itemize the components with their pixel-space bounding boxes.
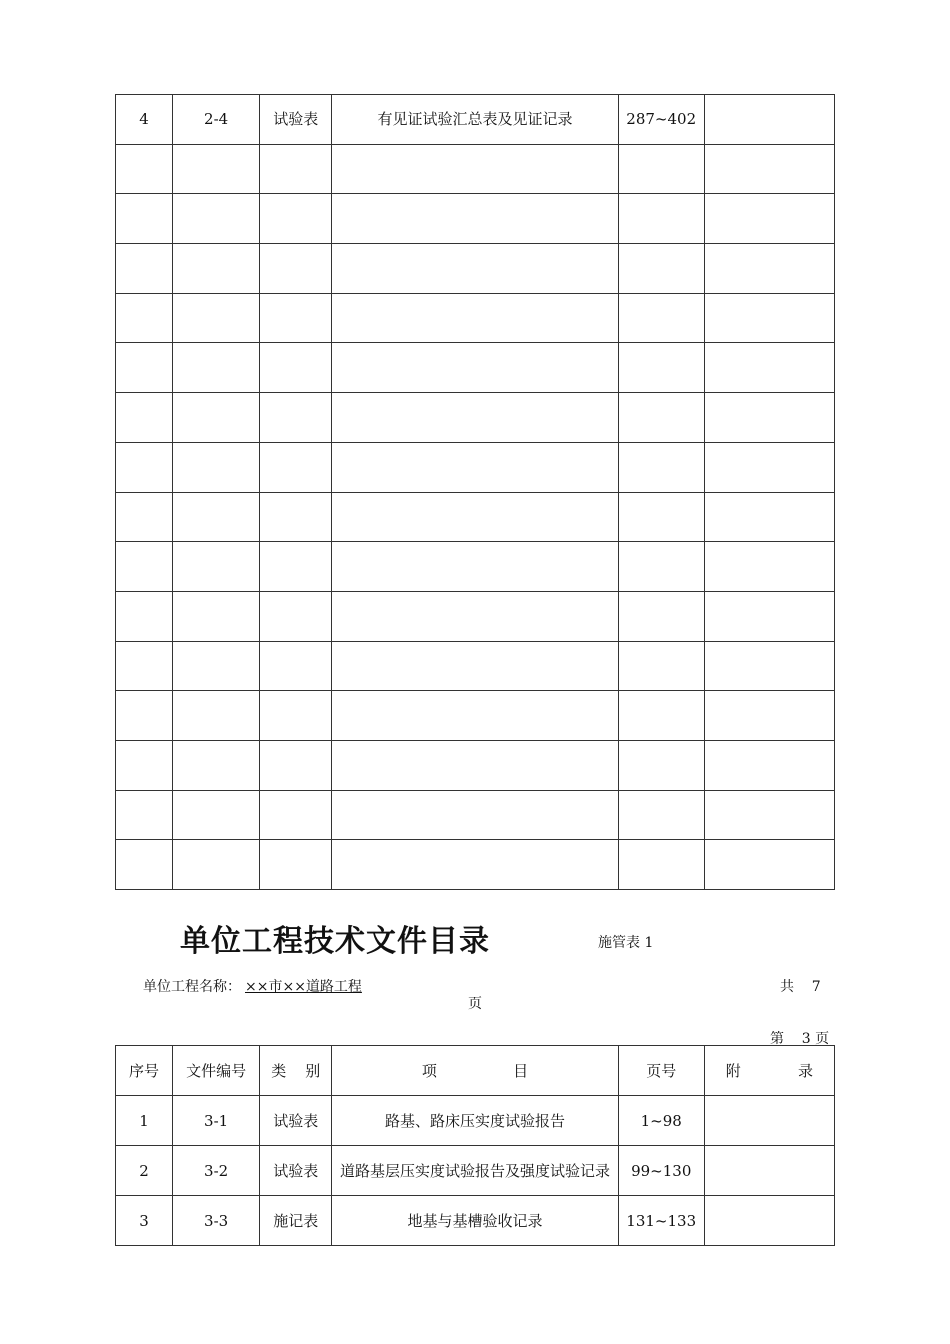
file-no-cell: [173, 244, 260, 294]
seq-cell: [116, 144, 173, 194]
item-cell: [332, 740, 618, 790]
category-cell: [260, 740, 332, 790]
table-row: [116, 293, 835, 343]
file-no-cell: 3-1: [173, 1096, 260, 1146]
item-cell: [332, 591, 618, 641]
item-cell: [332, 293, 618, 343]
category-cell: [260, 343, 332, 393]
seq-cell: [116, 591, 173, 641]
item-cell: [332, 790, 618, 840]
seq-cell: [116, 293, 173, 343]
item-cell: [332, 144, 618, 194]
seq-cell: [116, 641, 173, 691]
table-row: [116, 1096, 835, 1146]
seq-cell: [116, 492, 173, 542]
file-no-cell: [173, 740, 260, 790]
seq-cell: 4: [116, 95, 173, 145]
file-no-cell: [173, 691, 260, 741]
category-cell: [260, 492, 332, 542]
appendix-cell: [704, 740, 834, 790]
category-cell: [260, 790, 332, 840]
appendix-cell: [704, 840, 834, 890]
appendix-cell: [704, 144, 834, 194]
category-cell: [260, 641, 332, 691]
table-row: [116, 95, 835, 145]
seq-cell: [116, 194, 173, 244]
page-cell: 99~130: [618, 1146, 704, 1196]
seq-cell: [116, 691, 173, 741]
header-cell-page: 页号: [618, 1046, 704, 1096]
page-cell: [618, 194, 704, 244]
table-row: [116, 542, 835, 592]
seq-cell: [116, 343, 173, 393]
document-title: 单位工程技术文件目录: [180, 924, 490, 959]
seq-cell: [116, 393, 173, 443]
item-cell: [332, 343, 618, 393]
page-cell: 131~133: [618, 1196, 704, 1246]
unit-name-line: [143, 976, 366, 996]
table-row: [116, 641, 835, 691]
category-cell: 施记表: [260, 1196, 332, 1246]
page-cell: [618, 343, 704, 393]
item-cell: [332, 641, 618, 691]
page-cell: [618, 840, 704, 890]
table-row: [116, 1196, 835, 1246]
page-cell: 287~402: [618, 95, 704, 145]
directory-table: [115, 1045, 835, 1246]
item-cell: [332, 442, 618, 492]
file-no-cell: [173, 790, 260, 840]
page-cell: [618, 144, 704, 194]
directory-table-continued: [115, 94, 835, 890]
unit-name-value: ××市××道路工程: [245, 979, 362, 995]
category-cell: [260, 691, 332, 741]
appendix-cell: [704, 293, 834, 343]
page-cell: 1~98: [618, 1096, 704, 1146]
page-cell: [618, 492, 704, 542]
page-number: 第 3 页: [770, 1031, 830, 1047]
table-row: [116, 144, 835, 194]
category-cell: [260, 293, 332, 343]
seq-cell: [116, 244, 173, 294]
appendix-cell: [704, 244, 834, 294]
header-cell-category: 类 别: [260, 1046, 332, 1096]
item-cell: 道路基层压实度试验报告及强度试验记录: [332, 1146, 618, 1196]
appendix-cell: [704, 95, 834, 145]
seq-cell: 3: [116, 1196, 173, 1246]
page-cell: [618, 641, 704, 691]
table-row: [116, 691, 835, 741]
page-cell: [618, 244, 704, 294]
table-row: [116, 740, 835, 790]
seq-cell: 1: [116, 1096, 173, 1146]
appendix-cell: [704, 1196, 834, 1246]
appendix-cell: [704, 343, 834, 393]
item-cell: [332, 542, 618, 592]
category-cell: [260, 244, 332, 294]
table-header-row: [116, 1046, 835, 1096]
appendix-cell: [704, 641, 834, 691]
total-pages-unit: 页: [468, 996, 482, 1012]
category-cell: 试验表: [260, 1096, 332, 1146]
item-cell: [332, 492, 618, 542]
table-row: [116, 393, 835, 443]
page-cell: [618, 293, 704, 343]
category-cell: [260, 393, 332, 443]
seq-cell: 2: [116, 1146, 173, 1196]
page-cell: [618, 591, 704, 641]
table-row: [116, 1146, 835, 1196]
file-no-cell: [173, 343, 260, 393]
file-no-cell: [173, 840, 260, 890]
file-no-cell: [173, 542, 260, 592]
file-no-cell: [173, 194, 260, 244]
file-no-cell: 3-2: [173, 1146, 260, 1196]
table-row: [116, 343, 835, 393]
category-cell: [260, 840, 332, 890]
item-cell: [332, 840, 618, 890]
appendix-cell: [704, 194, 834, 244]
item-cell: 有见证试验汇总表及见证记录: [332, 95, 618, 145]
table-row: [116, 244, 835, 294]
item-cell: 路基、路床压实度试验报告: [332, 1096, 618, 1146]
unit-name-label: 单位工程名称：: [143, 979, 241, 995]
appendix-cell: [704, 591, 834, 641]
appendix-cell: [704, 393, 834, 443]
seq-cell: [116, 740, 173, 790]
seq-cell: [116, 840, 173, 890]
page-cell: [618, 790, 704, 840]
category-cell: [260, 542, 332, 592]
file-no-cell: [173, 591, 260, 641]
table-row: [116, 840, 835, 890]
appendix-cell: [704, 790, 834, 840]
file-no-cell: [173, 442, 260, 492]
category-cell: [260, 591, 332, 641]
page-cell: [618, 442, 704, 492]
file-no-cell: [173, 492, 260, 542]
file-no-cell: [173, 293, 260, 343]
form-code: 施管表 1: [598, 935, 654, 951]
appendix-cell: [704, 1096, 834, 1146]
file-no-cell: 3-3: [173, 1196, 260, 1246]
appendix-cell: [704, 442, 834, 492]
table-row: [116, 790, 835, 840]
header-cell-item: 项 目: [332, 1046, 618, 1096]
header-cell-appendix: 附 录: [704, 1046, 834, 1096]
seq-cell: [116, 790, 173, 840]
table-row: [116, 194, 835, 244]
page-cell: [618, 691, 704, 741]
file-no-cell: [173, 641, 260, 691]
appendix-cell: [704, 691, 834, 741]
file-no-cell: 2-4: [173, 95, 260, 145]
table-row: [116, 492, 835, 542]
item-cell: [332, 194, 618, 244]
table-row: [116, 442, 835, 492]
category-cell: [260, 194, 332, 244]
header-cell-seq: 序号: [116, 1046, 173, 1096]
appendix-cell: [704, 542, 834, 592]
appendix-cell: [704, 1146, 834, 1196]
page-cell: [618, 542, 704, 592]
file-no-cell: [173, 393, 260, 443]
category-cell: 试验表: [260, 1146, 332, 1196]
category-cell: [260, 442, 332, 492]
category-cell: [260, 144, 332, 194]
item-cell: [332, 393, 618, 443]
file-no-cell: [173, 144, 260, 194]
item-cell: 地基与基槽验收记录: [332, 1196, 618, 1246]
seq-cell: [116, 442, 173, 492]
total-pages: 共 7: [780, 979, 821, 995]
page-cell: [618, 393, 704, 443]
page-cell: [618, 740, 704, 790]
category-cell: 试验表: [260, 95, 332, 145]
table-row: [116, 591, 835, 641]
item-cell: [332, 244, 618, 294]
header-cell-file-no: 文件编号: [173, 1046, 260, 1096]
appendix-cell: [704, 492, 834, 542]
seq-cell: [116, 542, 173, 592]
item-cell: [332, 691, 618, 741]
